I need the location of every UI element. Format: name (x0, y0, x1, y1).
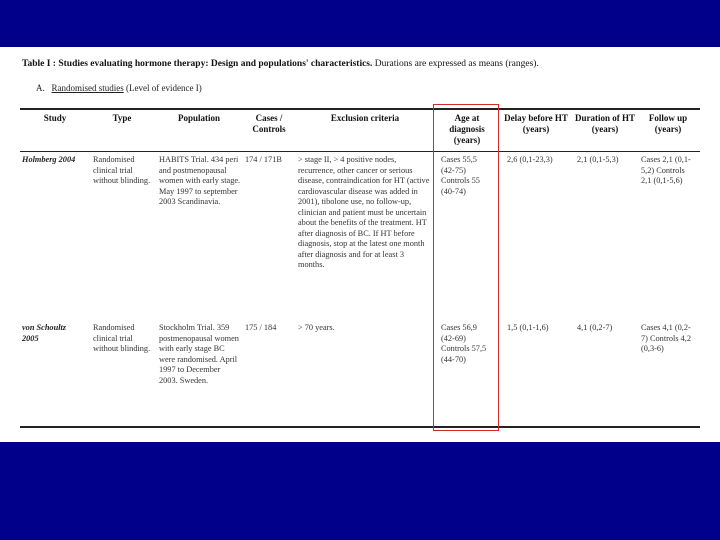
row-2-delay: 1,5 (0,1-1,6) (507, 323, 549, 332)
row-2-follow: Cases 4,1 (0,2-7) Controls 4,2 (0,3-6) (641, 323, 692, 353)
table-slide-panel (0, 47, 720, 442)
header-delay: Delay before HT (years) (504, 113, 568, 134)
row-1-follow: Cases 2,1 (0,1-5,2) Controls 2,1 (0,1-5,6) (641, 155, 691, 185)
row-2-duration: 4,1 (0,2-7) (577, 323, 613, 332)
header-population: Population (177, 113, 220, 123)
row-1-delay: 2,6 (0,1-23,3) (507, 155, 553, 164)
row-2-age: Cases 56,9 (42-69) Controls 57,5 (44-70) (441, 323, 487, 364)
row-1-duration: 2,1 (0,1-5,3) (577, 155, 619, 164)
header-follow: Follow up (years) (648, 113, 688, 134)
table-title: Table I : Studies evaluating hormone therapy: Design and populations' characteristics. Durations are expressed as means (ranges). (22, 59, 539, 69)
table-subtitle: A. Randomised studies (Level of evidence I) (36, 83, 202, 93)
row-2-type: Randomised clinical trial without blinding. (93, 323, 151, 353)
header-exclusion: Exclusion criteria (330, 113, 400, 123)
row-1-study: Holmberg 2004 (22, 155, 76, 164)
row-2-population: Stockholm Trial. 359 postmenopausal women with early stage BC were randomised. April 1997 to December 2003. Sweden. (159, 323, 239, 385)
header-age: Age at diagnosis (years) (449, 113, 485, 145)
header-cases-controls: Cases / Controls (252, 113, 286, 134)
row-2-exclusion: > 70 years. (298, 323, 335, 332)
row-2-cases-controls: 175 / 184 (245, 323, 277, 332)
header-rule (20, 151, 700, 152)
header-type: Type (112, 113, 132, 123)
row-1-cases-controls: 174 / 171B (245, 155, 282, 164)
row-1-exclusion: > stage II, > 4 positive nodes, recurrence, other cancer or serious disease, contraindication for HT (active cardiovascular disease was added in 2001), tibolone use, no follow-up, clinician and patient must be uncertain about the benefits of the treatment. HT after diagnosis of BC. If HT before diagnosis, stop at the latest one month after diagnosis and for at least 3 months. (298, 155, 430, 269)
header-duration: Duration of HT (years) (574, 113, 635, 134)
age-column-highlight (433, 104, 499, 431)
header-study: Study (43, 113, 67, 123)
top-rule (20, 108, 700, 110)
row-2-study: von Schoultz 2005 (22, 323, 67, 343)
bottom-rule (20, 426, 700, 428)
row-1-age: Cases 55,5 (42-75) Controls 55 (40-74) (441, 155, 480, 196)
row-1-population: HABITS Trial. 434 peri and postmenopausal women with early stage. May 1997 to september 2003 Scandinavia. (159, 155, 241, 206)
row-1-type: Randomised clinical trial without blinding. (93, 155, 151, 185)
